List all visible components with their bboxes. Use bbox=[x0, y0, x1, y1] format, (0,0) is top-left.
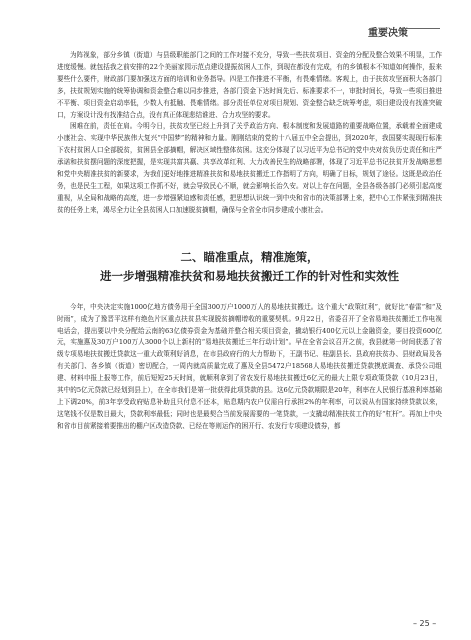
paragraph: 为阵视象，部分乡镇（街道）与县级职能部门之间的工作对接不充分，导致一些扶贫项目、资金的分配及整合效果不明显，工作进度缓慢。就包括我之前安排的22个美丽家园示范点建设提振贫困人工作，到现在都没有完成，有的乡镇根本不知道如何操作，报来要些什么要件，财政部门要加强这方面的培训和业务指导。四是工作推进不平衡，有畏难情绪。客观上，由于扶贫攻坚面积大各部门多，扶贫规划实施的统筹协调和资金整合难以同步推进，各部门资金下达时间先后、标准要求不一，审批时间长，导致一些项目推进不平衡、项目资金启动率低，少数人有抵触、畏难情绪。部分责任单位对项目规划、资金整合缺乏统筹考虑，项目建设没有找准突破口，方案设计没有找准结合点，没有真正体现悲结谁进、合力攻坚的要求。 bbox=[57, 51, 442, 119]
paragraph: 困难在前，责任在肩。今明今日，扶贫攻坚已经上升到了关乎政治方向、根本制度和发展道路的重要战略位置，承载着全面建成小康社会、实现中华民族伟大复兴“中国梦”的精神和力量。刚刚结束的党的十八届五中全会提出，到2020年，我国要实现现行标准下农村贫困人口全部脱贫，贫困县全部摘帽，解决区域性整体贫困。这充分体现了以习近平为总书记的党中央对贫负历史责任和庄严承诺和扶贫摆问题的深度把握，是实现共富共赢、共享改革红利、大力改善民生的战略部署，体现了习近平总书记扶贫开发战略思想和党中央精准扶贫的新要求，为我们更好地推进精准扶贫和易地扶贫搬迁工作指明了方向，明确了目标，规划了途径。这既是政治任务，也是民生工程，如果这项工作抓不好，就会导致民心不顺，就会影响长治久安。对以上存在问题，全县各级各部门必须引起高度重视，从全局和战略的高度，进一步增强紧迫感和责任感，把思想认识统一到中央和省市的决策部署上来，把中心工作紧张到精准扶贫的任务上来，竭尽全力让全县贫困人口加速脱贫摘帽，确保与全省全市同步建成小康社会。 bbox=[57, 122, 442, 214]
document-body bbox=[57, 50, 442, 433]
section-heading bbox=[57, 248, 442, 286]
section-heading-line-1: 二、瞄准重点，精准施策， bbox=[180, 249, 319, 264]
section-heading-line-2: 进一步增强精准扶贫和易地扶贫搬迁工作的针对性和实效性 bbox=[100, 268, 399, 283]
paragraph: 今年，中央决定实施1000亿地方债务用于全国300万户1000万人的易地扶贫搬迁。这个重大“政策红利”，就好比“春雷”和“及时雨”，成为了豫晋平这样有绝色片区重点扶贫县实现脱贫摘帽增收的重要契机。9月22日，省委召开了全省易地扶贫搬迁工作电视电话会，提出要以中央分配给云南的63亿债券资金为基础并整合相关项目资金，撬动银行400亿元以上金融资金，要目投资600亿元，实施惠及30万户100万人3000个以上新村的“易地扶贫搬迁三年行动计划”。早在全省会议召开之前，我县就第一时间获悉了省级专项易地扶贫搬迁贷款这一重大政策利好消息，在市县政府行的大力帮助下，王副书记、桂副县长、县政府扶贫办、县财政局及各有关部门、各乡镇（街道）密切配合，一周内就高质量完成了惠及全县5472户18568人易地扶贫搬迁贷款摸底调查、承贷公司组建、材料申报上报等工作，前后短短25天时间，就顺利拿到了省农发行易地扶贫搬迁6亿元的最大上限专项政策贷款（10月23日，其中的5亿元贷款已经划到县上），在全市我们是第一批获得此项贷款的县。这6亿元贷款期限是20年，利率在人民银行基准利率基础上下调20%，前3年享受政府贴息补助且只付息不还本，贴息期内农户仅需自行承担2%的年利率，可以说从有国家持续贷款以来，这笔钱不仅是数目最大，贷款利率最低；同时也是最契合当前发展需要的一笔贷款，一支撬动精准扶贫工作的好“杠杆”。再加上中央和省市目前紧接着要推出的棚户区改造贷款、已经在等则运作的困开行、农发行专项建设债券，都 bbox=[57, 302, 442, 430]
running-header: 重要决策 bbox=[368, 28, 408, 39]
header-rule bbox=[400, 28, 440, 29]
page-number: – 25 – bbox=[413, 619, 437, 628]
